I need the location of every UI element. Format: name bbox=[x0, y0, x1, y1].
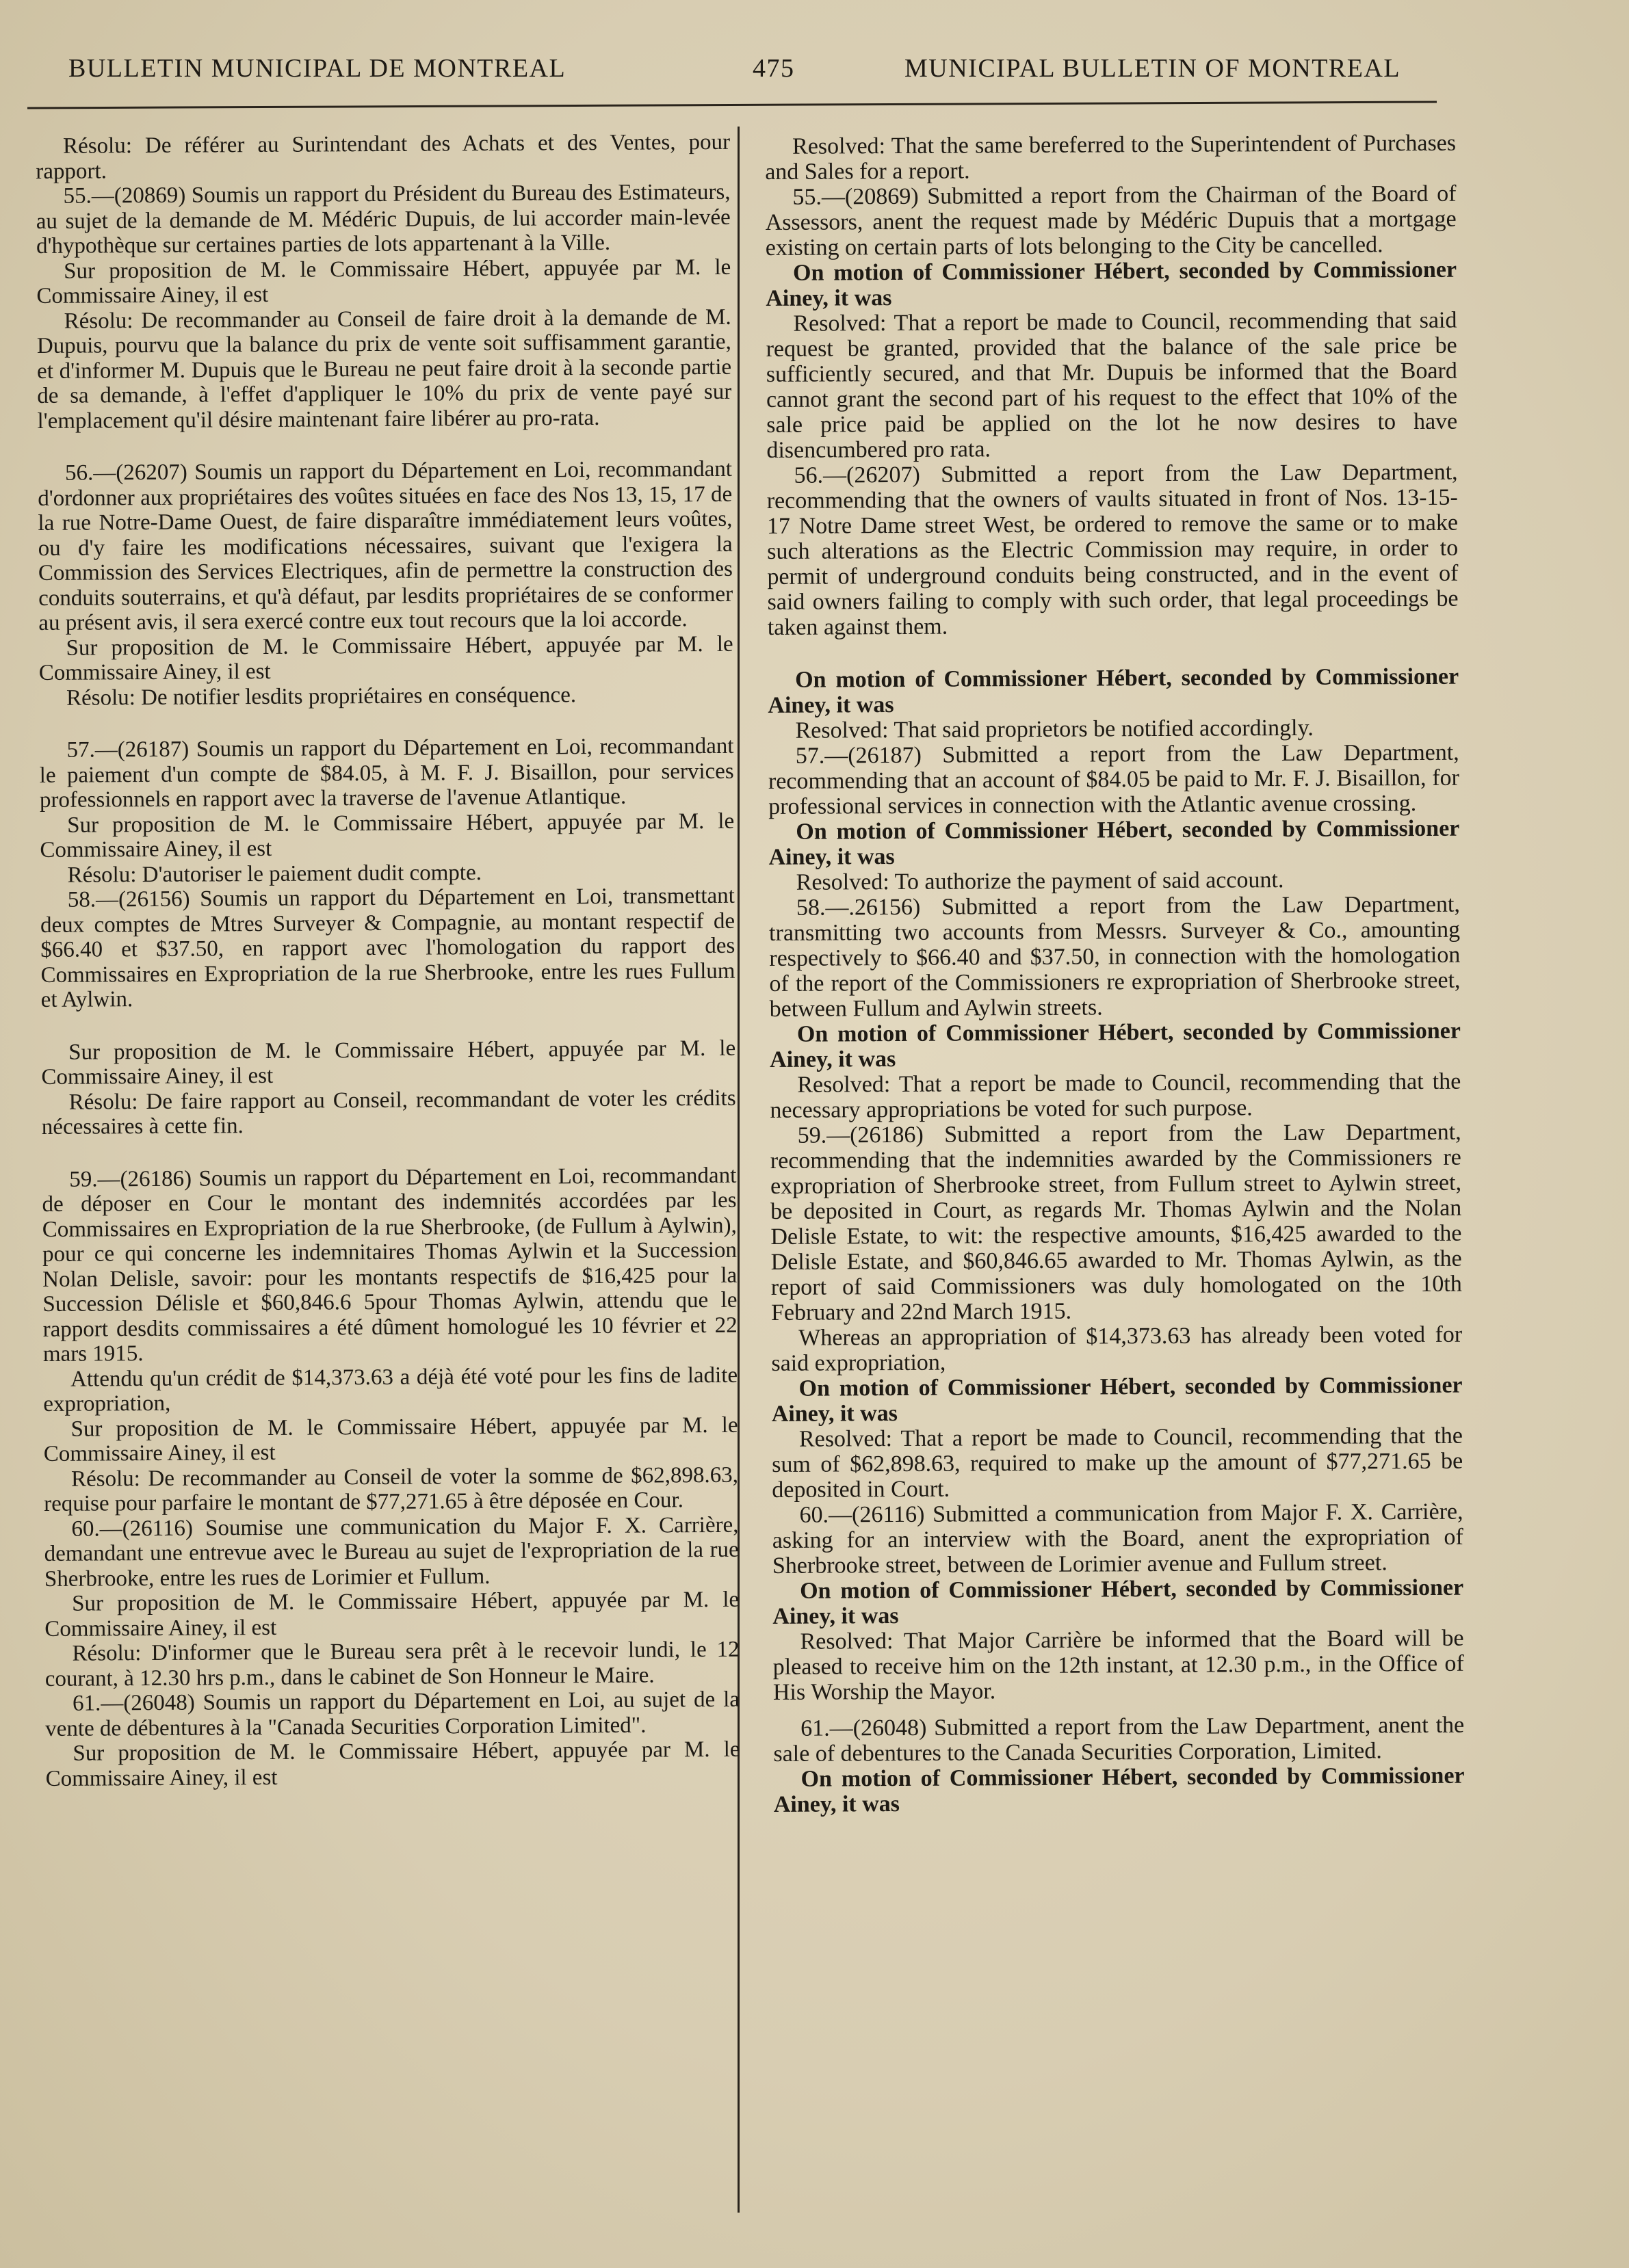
paragraph: Whereas an appropriation of $14,373.63 has already been voted for said expropriation, bbox=[771, 1321, 1463, 1376]
column-divider bbox=[738, 127, 740, 2213]
paragraph: 61.—(26048) Submitted a report from the Law Department, anent the sale of debentures to the Canada Securities Corporation, Limited. bbox=[773, 1712, 1465, 1767]
paragraph: 59.—(26186) Soumis un rapport du Département en Loi, recommandant de déposer en Cour le montant des indemnités accordées par les Commissaires en Expropriation de la rue Sherbrooke, (de Fullum à Aylwin), pour ce qui concerne les indemnitaires Thomas Aylwin et la Succession Nolan Delisle, savoir: pour les montants respectifs de $16,425 pour la Succession Délisle et $60,846.6 5pour Thomas Aylwin, attendu que le rapport desdits commissaires a été dûment homologué les 10 février et 22 mars 1915. bbox=[42, 1163, 738, 1367]
paragraph: Resolved: That a report be made to Council, recommending that said request be granted, provided that the balance of the sale price be sufficiently secured, and that Mr. Dupuis be informed that the Board cannot grant the second part of his request to the effect that 10% of the sale price paid be applied on the lot he now desires to have disencumbered pro rata. bbox=[766, 307, 1458, 463]
paragraph: 57.—(26187) Soumis un rapport du Département en Loi, recommandant le paiement d'un compte de $84.05, à M. F. J. Bisaillon, pour services professionnels en rapport avec la traverse de l'avenue Atlantique. bbox=[39, 733, 734, 813]
motion-paragraph: On motion of Commissioner Hébert, seconded by Commissioner Ainey, it was bbox=[766, 256, 1457, 311]
motion-paragraph: On motion of Commissioner Hébert, seconded by Commissioner Ainey, it was bbox=[771, 1372, 1463, 1427]
paragraph: Sur proposition de M. le Commissaire Hébert, appuyée par M. le Commissaire Ainey, il est bbox=[36, 254, 731, 308]
paragraph: 58.—.26156) Submitted a report from the Law Department, transmitting two accounts from Messrs. Surveyer & Co., amounting respectively to $66.40 and $37.50, in connection with the homologation of the report of the Commissioners re expropriation of Sherbrooke street, between Fullum and Aylwin streets. bbox=[769, 891, 1461, 1022]
paragraph: 60.—(26116) Soumise une communication du Major F. X. Carrière, demandant une entrevue avec le Bureau au sujet de l'expropriation de la rue Sherbrooke, entre les rues de Lorimier et Fullum. bbox=[44, 1512, 739, 1592]
paragraph: Resolved: That said proprietors be notified accordingly. bbox=[795, 715, 1314, 743]
paragraph: 57.—(26187) Submitted a report from the Law Department, recommending that an account of $84.05 be paid to Mr. F. J. Bisaillon, for professional services in connection with the Atlantic avenue crossing. bbox=[768, 739, 1460, 819]
motion-paragraph: On motion of Commissioner Hébert, seconded by Commissioner Ainey, it was bbox=[772, 1574, 1464, 1629]
paragraph: Résolu: De recommander au Conseil de faire droit à la demande de M. Dupuis, pourvu que la balance du prix de vente soit suffisamment garantie, et d'informer M. Dupuis que le Bureau ne peut faire droit à la seconde partie de sa demande, à l'effet d'appliquer le 10% du prix de vente payé sur l'emplacement qu'il désire maintenant faire libérer au pro-rata. bbox=[36, 304, 732, 434]
motion-paragraph: On motion of Commissioner Hébert, seconded by Commissioner Ainey, it was bbox=[768, 815, 1460, 870]
paragraph: 56.—(26207) Submitted a report from the Law Department, recommending that the owners of vaults situated in front of Nos. 13-15-17 Notre Dame street West, be ordered to remove the same or to make such alterations as the Electric Commission may require, in order to permit of underground conduits being constructed, and in the event of said owners failing to comply with such order, that legal proceedings be taken against them. bbox=[766, 459, 1459, 640]
paragraph: Sur proposition de M. le Commissaire Hébert, appuyée par M. le Commissaire Ainey, il est bbox=[44, 1587, 740, 1641]
paragraph: Resolved: That a report be made to Council, recommending that the sum of $62,898.63, required to make up the amount of $77,271.65 be deposited in Court. bbox=[772, 1423, 1463, 1503]
paragraph: Résolu: De recommander au Conseil de voter la somme de $62,898.63, requise pour parfaire le montant de $77,271.65 à être déposée en Cour. bbox=[44, 1462, 739, 1516]
paragraph: Resolved: That Major Carrière be informed that the Board will be pleased to receive him on the 12th instant, at 12.30 p.m., in the Office of His Worship the Mayor. bbox=[772, 1625, 1464, 1705]
paragraph: Résolu: De faire rapport au Conseil, recommandant de voter les crédits nécessaires à cette fin. bbox=[41, 1085, 736, 1139]
header-title-english: MUNICIPAL BULLETIN OF MONTREAL bbox=[904, 54, 1401, 83]
page-header bbox=[41, 53, 1423, 101]
paragraph: Sur proposition de M. le Commissaire Hébert, appuyée par M. le Commissaire Ainey, il est bbox=[38, 631, 733, 685]
paragraph: Resolved: That the same bereferred to the Superintendent of Purchases and Sales for a report. bbox=[765, 130, 1457, 185]
paragraph: Résolu: D'informer que le Bureau sera prêt à le recevoir lundi, le 12 courant, à 12.30 hrs p.m., dans le cabinet de Son Honneur le Maire. bbox=[44, 1637, 740, 1691]
french-column bbox=[36, 130, 740, 1791]
page-number: 475 bbox=[753, 54, 795, 83]
motion-paragraph: On motion of Commissioner Hébert, seconded by Commissioner Ainey, it was bbox=[768, 663, 1459, 718]
paragraph: 58.—(26156) Soumis un rapport du Département en Loi, transmettant deux comptes de Mtres Surveyer & Compagnie, au montant respectif de $66.40 et $37.50, en rapport avec l'homologation du rapport des Commissaires en Expropriation de la rue Sherbrooke, entre les rues Fullum et Aylwin. bbox=[40, 883, 735, 1012]
paragraph: 55.—(20869) Submitted a report from the Chairman of the Board of Assessors, anent the request made by Médéric Dupuis that a mortgage existing on certain parts of lots belonging to the City be cancelled. bbox=[765, 181, 1457, 261]
paragraph: Résolu: D'autoriser le paiement dudit compte. bbox=[67, 860, 482, 888]
paragraph: 59.—(26186) Submitted a report from the Law Department, recommending that the indemnities awarded by the Commissioners re expropriation of Sherbrooke street, from Fullum street to Aylwin street, be deposited in Court, as regards Mr. Thomas Aylwin and the Nolan Delisle Estate, to wit: the respective amounts, $16,425 awarded to the Delisle Estate, and $60,846.65 awarded to Mr. Thomas Aylwin, as the report of said Commissioners was duly homologated on the 10th February and 22nd March 1915. bbox=[770, 1119, 1462, 1326]
paragraph: Sur proposition de M. le Commissaire Hébert, appuyée par M. le Commissaire Ainey, il est bbox=[43, 1412, 738, 1466]
paragraph: Résolu: De notifier lesdits propriétaires en conséquence. bbox=[66, 682, 577, 711]
paragraph: Attendu qu'un crédit de $14,373.63 a déjà été voté pour les fins de ladite expropriation, bbox=[43, 1362, 738, 1416]
paragraph: 56.—(26207) Soumis un rapport du Département en Loi, recommandant d'ordonner aux propriétaires des voûtes situées en face des Nos 13, 15, 17 de la rue Notre-Dame Ouest, de faire disparaître immédiatement leurs voûtes, ou d'y faire les modifications nécessaires, suivant que l'exigera la Commission des Services Electriques, afin de permettre la construction des conduits souterrains, et qu'à défaut, par lesdits propriétaires de se conformer au présent avis, il sera exercé contre eux tout recours que la loi accorde. bbox=[38, 456, 733, 635]
paragraph: 60.—(26116) Submitted a communication from Major F. X. Carrière, asking for an interview with the Board, anent the expropriation of Sherbrooke street, between de Lorimier avenue and Fullum street. bbox=[772, 1499, 1463, 1579]
paragraph: 61.—(26048) Soumis un rapport du Département en Loi, au sujet de la vente de débentures à la "Canada Securities Corporation Limited". bbox=[45, 1687, 740, 1741]
paragraph: Resolved: To authorize the payment of said account. bbox=[796, 867, 1284, 895]
paragraph: Resolved: That a report be made to Council, recommending that the necessary appropriations be voted for such purpose. bbox=[770, 1068, 1461, 1123]
paragraph: Résolu: De référer au Surintendant des Achats et des Ventes, pour rapport. bbox=[36, 129, 731, 184]
paragraph: 55.—(20869) Soumis un rapport du Président du Bureau des Estimateurs, au sujet de la demande de M. Médéric Dupuis, de lui accorder main-levée d'hypothèque sur certaines parties de lots appartenant à la Ville. bbox=[36, 179, 731, 259]
header-title-french: BULLETIN MUNICIPAL DE MONTREAL bbox=[68, 54, 566, 83]
header-rule bbox=[27, 101, 1437, 109]
motion-paragraph: On motion of Commissioner Hébert, seconded by Commissioner Ainey, it was bbox=[773, 1763, 1465, 1817]
english-column bbox=[765, 131, 1465, 1817]
paragraph: Sur proposition de M. le Commissaire Hébert, appuyée par M. le Commissaire Ainey, il est bbox=[41, 1036, 736, 1090]
paragraph: Sur proposition de M. le Commissaire Hébert, appuyée par M. le Commissaire Ainey, il est bbox=[40, 808, 735, 862]
paragraph: Sur proposition de M. le Commissaire Hébert, appuyée par M. le Commissaire Ainey, il est bbox=[45, 1737, 740, 1791]
motion-paragraph: On motion of Commissioner Hébert, seconded by Commissioner Ainey, it was bbox=[769, 1018, 1461, 1072]
